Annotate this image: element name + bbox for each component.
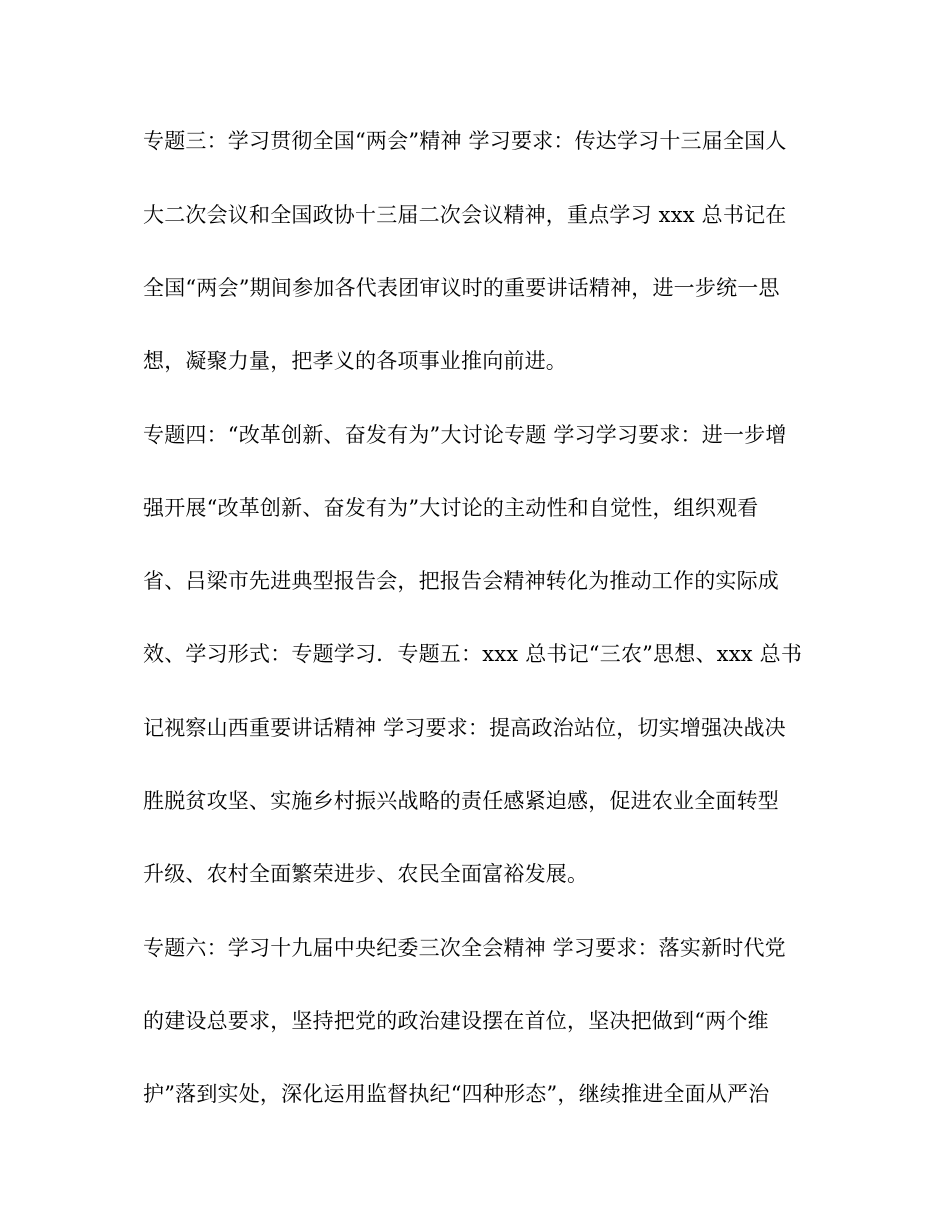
- text-line: 护”落到实处，深化运用监督执纪“四种形态”，继续推进全面从严治: [143, 1082, 770, 1106]
- text-line: 全国“两会”期间参加各代表团审议时的重要讲话精神，进一步统一思: [143, 276, 780, 300]
- text-line: 效、学习形式：专题学习．专题五：xxx 总书记“三农”思想、xxx 总书: [143, 642, 803, 666]
- text-line: 专题六：学习十九届中央纪委三次全会精神 学习要求：落实新时代党: [143, 936, 786, 960]
- text-line: 胜脱贫攻坚、实施乡村振兴战略的责任感紧迫感，促进农业全面转型: [143, 789, 779, 813]
- text-line: 的建设总要求，坚持把党的政治建设摆在首位，坚决把做到“两个维: [143, 1009, 769, 1033]
- text-line: 记视察山西重要讲话精神 学习要求：提高政治站位，切实增强决战决: [143, 716, 786, 740]
- text-line: 想，凝聚力量，把孝义的各项事业推向前进。: [143, 349, 567, 373]
- text-line: 升级、农村全面繁荣进步、农民全面富裕发展。: [143, 862, 589, 886]
- text-line: 专题三：学习贯彻全国“两会”精神 学习要求：传达学习十三届全国人: [143, 129, 787, 153]
- text-line: 专题四：“改革创新、奋发有为”大讨论专题 学习学习要求：进一步增: [143, 423, 787, 447]
- text-line: 省、吕梁市先进典型报告会，把报告会精神转化为推动工作的实际成: [143, 569, 779, 593]
- text-line: 大二次会议和全国政协十三届二次会议精神，重点学习 xxx 总书记在: [143, 203, 787, 227]
- text-line: 强开展“改革创新、奋发有为”大讨论的主动性和自觉性，组织观看: [143, 496, 759, 520]
